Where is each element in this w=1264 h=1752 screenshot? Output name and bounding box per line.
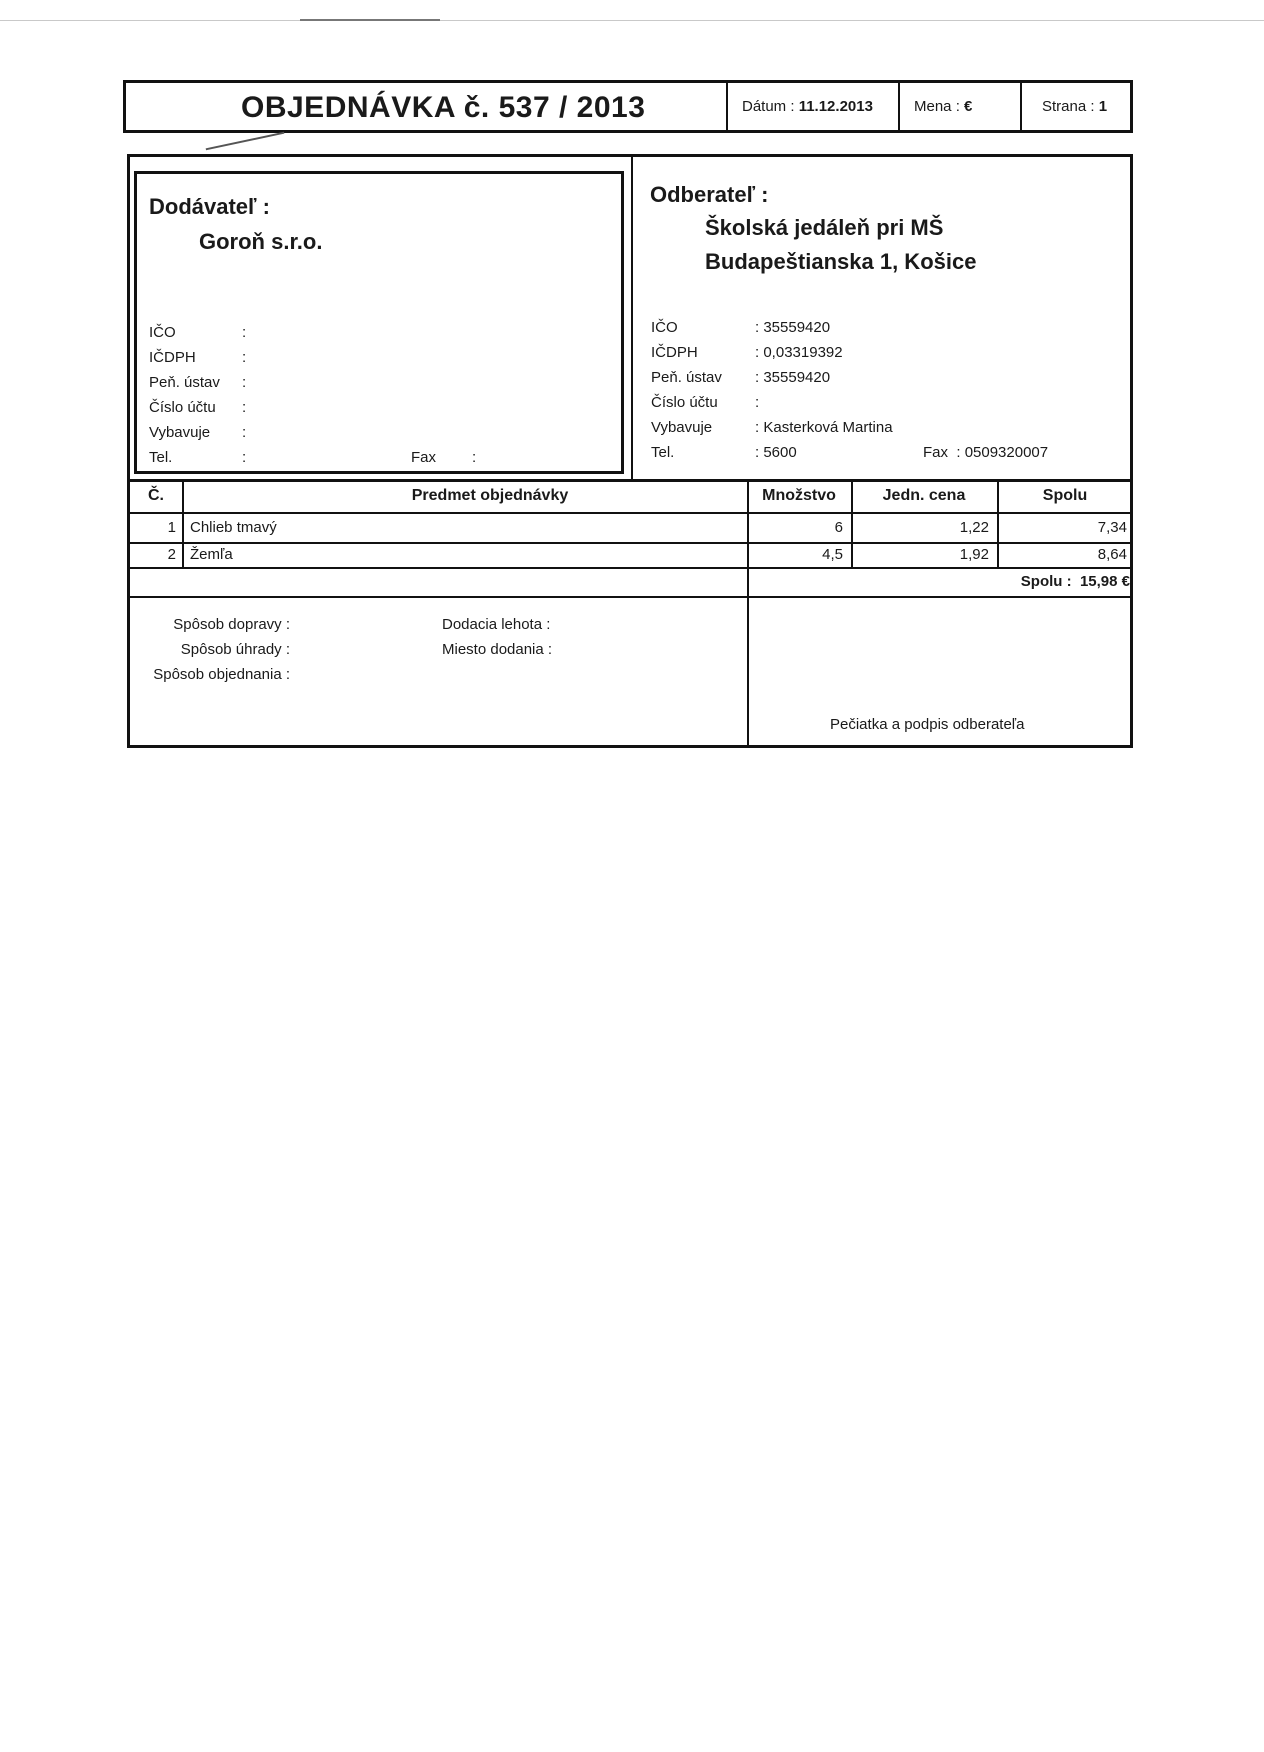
customer-icdph-value: : 0,03319392	[755, 344, 843, 361]
scan-edge-mark	[300, 19, 440, 21]
customer-account-label: Číslo účtu	[651, 394, 718, 411]
row-total: 8,64	[1097, 546, 1127, 563]
date-value: 11.12.2013	[798, 98, 873, 115]
customer-handler-label: Vybavuje	[651, 419, 713, 436]
payment-label: Spôsob úhrady :	[180, 641, 290, 658]
supplier-label: Dodávateľ :	[149, 194, 270, 219]
order-footer	[127, 598, 1133, 748]
customer-fax: Fax : 0509320007	[923, 444, 1049, 461]
customer-name-line1: Školská jedáleň pri MŠ	[705, 215, 944, 240]
customer-tel-value: : 5600	[755, 444, 797, 461]
supplier-ico-label: IČO	[149, 324, 176, 341]
colon: :	[242, 424, 247, 441]
date-label: Dátum :	[742, 98, 795, 115]
customer-ico-text: 35559420	[763, 319, 831, 336]
pen-stroke-mark	[206, 132, 285, 151]
colon: :	[242, 449, 247, 466]
items-table	[127, 480, 1133, 598]
stamp-signature-label: Pečiatka a podpis odberateľa	[830, 716, 1025, 733]
customer-icdph-text: 0,03319392	[763, 344, 843, 361]
customer-fax-value: 0509320007	[964, 444, 1049, 461]
delivery-place-label: Miesto dodania :	[442, 641, 553, 658]
col-header-qty: Množstvo	[762, 487, 836, 504]
parties-section	[127, 154, 1133, 482]
order-header	[123, 80, 1133, 133]
customer-label: Odberateľ :	[650, 182, 769, 207]
col-rule	[747, 480, 749, 596]
customer-ico-value: : 35559420	[755, 319, 831, 336]
supplier-icdph-label: IČDPH	[149, 349, 196, 366]
date-cell	[726, 83, 898, 130]
customer-handler-value: : Kasterková Martina	[755, 419, 893, 436]
colon: :	[242, 374, 247, 391]
row-total: 7,34	[1097, 519, 1127, 536]
customer-ico-label: IČO	[651, 319, 678, 336]
page-value: 1	[1098, 98, 1108, 115]
delivery-time-label: Dodacia lehota :	[442, 616, 551, 633]
customer-tel-text: 5600	[763, 444, 797, 461]
colon: :	[472, 449, 477, 466]
supplier-box	[134, 171, 624, 474]
currency-value: €	[964, 98, 973, 115]
customer-fax-label: Fax	[923, 444, 949, 461]
sum-value: 15,98 €	[1079, 573, 1130, 590]
supplier-tel-label: Tel.	[149, 449, 173, 466]
supplier-bank-label: Peň. ústav	[149, 374, 220, 391]
supplier-handler-label: Vybavuje	[149, 424, 211, 441]
customer-account-value: :	[755, 394, 760, 411]
sum-total	[930, 568, 1130, 596]
supplier-fax-label: Fax	[411, 449, 437, 466]
row-no: 1	[167, 519, 176, 536]
colon: :	[242, 399, 247, 416]
row-subject: Žemľa	[190, 546, 233, 563]
row-unit-price: 1,92	[959, 546, 989, 563]
col-header-no: Č.	[148, 487, 164, 504]
customer-icdph-label: IČDPH	[651, 344, 698, 361]
currency-label: Mena :	[914, 98, 960, 115]
page-cell	[1020, 83, 1130, 130]
row-qty: 4,5	[822, 546, 843, 563]
sum-label: Spolu :	[1020, 573, 1072, 590]
customer-name-line2: Budapeštianska 1, Košice	[705, 249, 977, 274]
transport-label: Spôsob dopravy :	[173, 616, 290, 633]
row-qty: 6	[834, 519, 843, 536]
customer-tel-label: Tel.	[651, 444, 675, 461]
col-header-unit-price: Jedn. cena	[882, 487, 966, 504]
customer-bank-text: 35559420	[763, 369, 831, 386]
col-rule	[851, 480, 853, 567]
col-header-total: Spolu	[1042, 487, 1088, 504]
order-title: OBJEDNÁVKA č. 537 / 2013	[241, 91, 646, 124]
colon: :	[242, 349, 247, 366]
row-subject: Chlieb tmavý	[190, 519, 277, 536]
colon: :	[242, 324, 247, 341]
row-no: 2	[167, 546, 176, 563]
col-rule	[182, 480, 184, 567]
customer-bank-value: : 35559420	[755, 369, 831, 386]
scan-edge-line	[0, 20, 1264, 21]
ordering-label: Spôsob objednania :	[153, 666, 290, 683]
footer-divider	[747, 598, 749, 745]
customer-handler-text: Kasterková Martina	[763, 419, 893, 436]
col-rule	[997, 480, 999, 567]
col-header-subject: Predmet objednávky	[411, 487, 569, 504]
currency-cell	[898, 83, 1020, 130]
row-unit-price: 1,22	[959, 519, 989, 536]
supplier-name: Goroň s.r.o.	[199, 229, 323, 254]
customer-bank-label: Peň. ústav	[651, 369, 722, 386]
parties-divider	[631, 157, 633, 479]
page-label: Strana :	[1042, 98, 1095, 115]
supplier-account-label: Číslo účtu	[149, 399, 216, 416]
